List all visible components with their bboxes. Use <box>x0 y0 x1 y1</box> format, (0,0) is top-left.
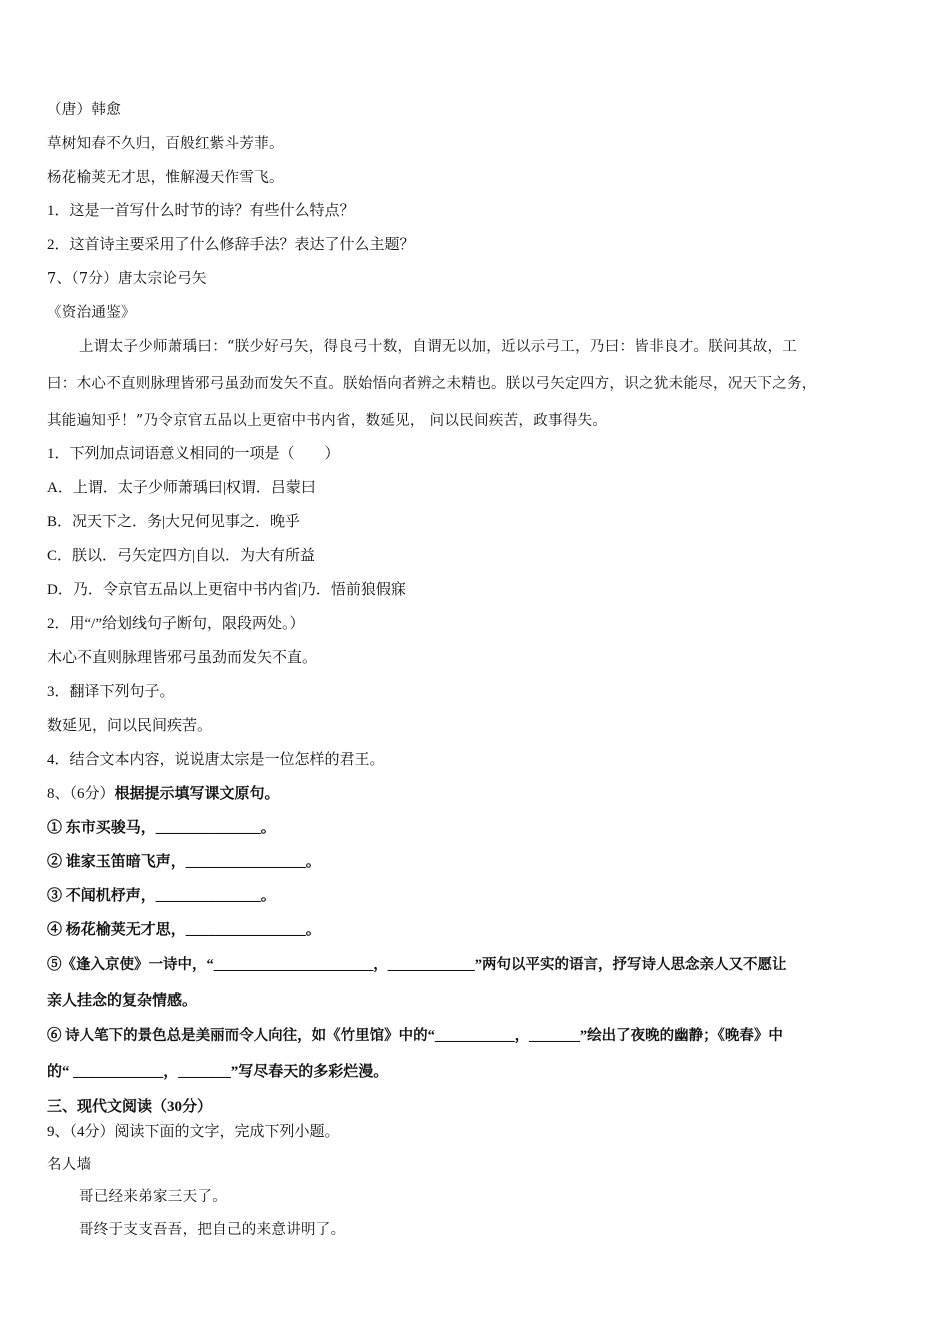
fill-item-2: ② 谁家玉笛暗飞声，________________。 <box>47 854 321 870</box>
poem-question-2: 2．这首诗主要采用了什么修辞手法？表达了什么主题？ <box>47 237 415 253</box>
question-7-sub-2-text: 木心不直则脉理皆邪弓虽劲而发矢不直。 <box>47 650 318 666</box>
passage-line-2: 曰：木心不直则脉理皆邪弓虽劲而发矢不直。朕始悟向者辨之未精也。朕以弓矢定四方，识之犹未能尽，况天下之务， <box>47 376 817 392</box>
section-3-heading: 三、现代文阅读（30分） <box>47 1099 213 1115</box>
article-para-1: 哥已经来弟家三天了。 <box>79 1189 227 1205</box>
fill-item-6: ⑥ 诗人笔下的景色总是美丽而令人向往，如《竹里馆》中的“___________，_______”绘出了夜晚的幽静；《晚春》中 <box>47 1028 783 1044</box>
fill-item-1: ① 东市买骏马，______________。 <box>47 820 276 836</box>
question-7-sub-4: 4．结合文本内容，说说唐太宗是一位怎样的君王。 <box>47 752 385 768</box>
question-7-sub-2: 2．用“/”给划线句子断句，限段两处。） <box>47 616 305 632</box>
article-para-2: 哥终于支支吾吾，把自己的来意讲明了。 <box>79 1222 346 1238</box>
poem-question-1: 1．这是一首写什么时节的诗？有些什么特点？ <box>47 203 355 219</box>
question-7-sub-3-text: 数延见，问以民间疾苦。 <box>47 718 213 734</box>
fill-item-4: ④ 杨花榆荚无才思，________________。 <box>47 922 321 938</box>
fill-item-6-cont: 的“ ____________，_______”写尽春天的多彩烂漫。 <box>47 1064 389 1080</box>
fill-item-3: ③ 不闻机杼声，______________。 <box>47 888 276 904</box>
question-8-heading <box>47 784 280 804</box>
question-8-instruction: 根据提示填写课文原句。 <box>114 786 280 802</box>
option-b: B．况天下之．务|大兄何见事之．晚乎 <box>47 514 301 530</box>
question-7-sub-3: 3．翻译下列句子。 <box>47 684 175 700</box>
fill-item-5-cont: 亲人挂念的复杂情感。 <box>47 993 198 1009</box>
question-8-prefix: 8、（6分） <box>47 786 115 802</box>
question-7-sub-1: 1．下列加点词语意义相同的一项是（ ） <box>47 446 340 462</box>
option-c: C．朕以．弓矢定四方|自以．为大有所益 <box>47 548 316 564</box>
fill-item-5: ⑤《逢入京使》一诗中，“______________________，____________”两句以平实的语言，抒写诗人思念亲人又不愿让 <box>47 957 787 973</box>
poem-line-1: 草树知春不久归，百般红紫斗芳菲。 <box>47 136 284 152</box>
poem-line-2: 杨花榆荚无才思，惟解漫天作雪飞。 <box>47 170 284 186</box>
article-title: 名人墙 <box>47 1157 92 1173</box>
option-d: D．乃．令京官五品以上更宿中书内省|乃．悟前狼假寐 <box>47 582 406 598</box>
question-7-heading: 7、（7分）唐太宗论弓矢 <box>47 271 207 287</box>
poem-author: （唐）韩愈 <box>47 102 121 118</box>
question-9: 9、（4分）阅读下面的文字，完成下列小题。 <box>47 1124 340 1140</box>
passage-line-3: 其能遍知乎！”乃令京官五品以上更宿中书内省，数延见， 问以民间疾苦，政事得失。 <box>47 413 608 429</box>
passage-line-1: 上谓太子少师萧瑀曰：“朕少好弓矢，得良弓十数，自谓无以加，近以示弓工，乃曰：皆非良才。朕问其故，工 <box>79 339 798 355</box>
question-7-source: 《资治通鉴》 <box>47 305 136 321</box>
option-a: A．上谓．太子少师萧瑀曰|权谓．吕蒙曰 <box>47 480 316 496</box>
